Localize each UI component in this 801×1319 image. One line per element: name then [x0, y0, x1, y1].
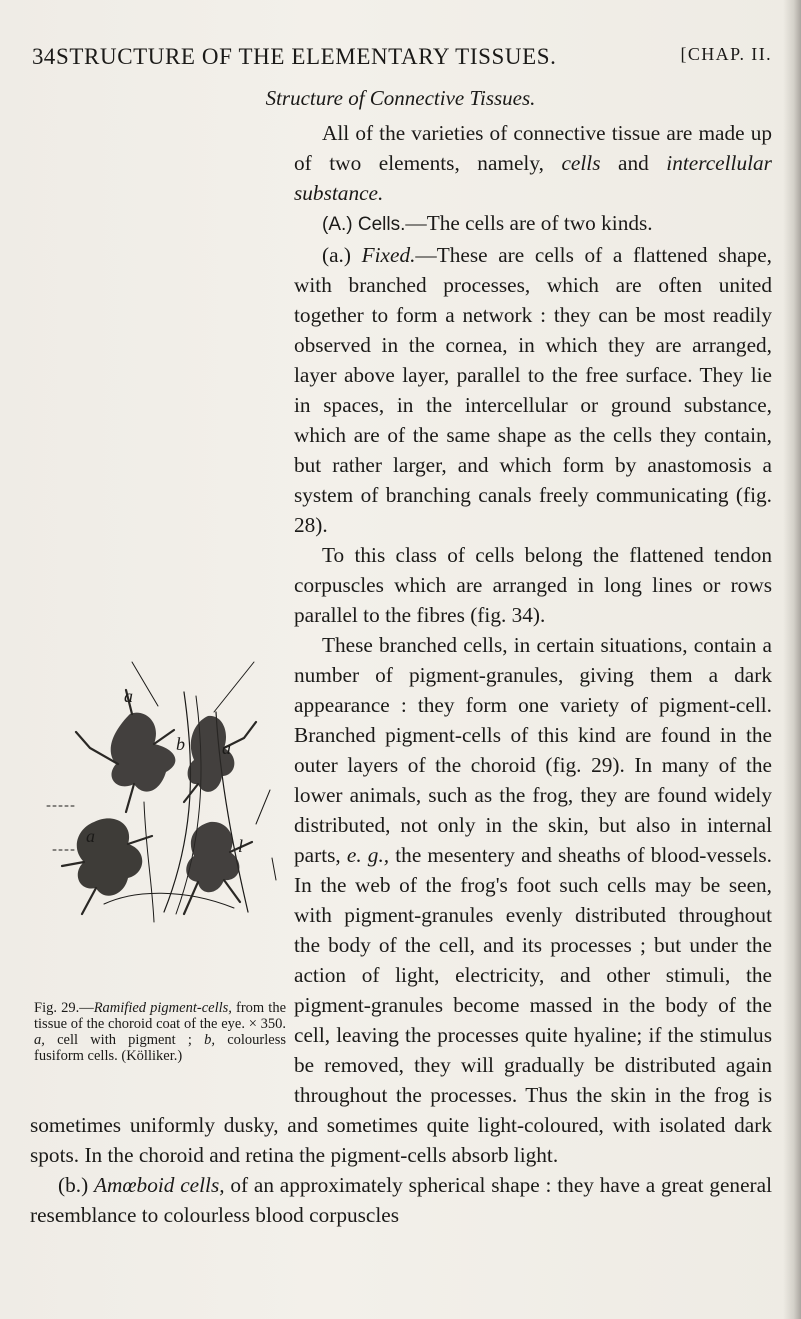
page-edge-shadow — [783, 0, 801, 1319]
chapter-marker: [CHAP. II. — [680, 44, 772, 64]
paragraph-pigment: These branched cells, in certain situations, contain a number of pigment-granules, giving them a dark appearance : they form one variety of pigment-cell. Branched pigment-cells of this kind are found in the outer layers of the choroid (fig. 29). In many of the lower animals, such as the frog, they are found widely distributed, not only in the skin, but also in internal parts, e. g., the mesentery and sheaths of blood-vessels. In the web of the frog's foot such cells may be seen, with pigment-granules evenly distributed throughout the body of the cell, and its processes ; but under the action of light, electricity, and other stimuli, the pigment-granules become massed in the body of the cell, leaving the processes quite hyaline; if the stimulus be removed, they will gradually be distributed again throughout the processes. Thus the skin in the frog is sometimes uniformly dusky, and sometimes quite light-coloured, with isolated dark spots. In the choroid and retina the pigment-cells absorb light. — [30, 633, 772, 1167]
paragraph-fixed: (a.) Fixed.—These are cells of a flattened shape, with branched processes, which are often united together to form a network : they can be most readily observed in the cornea, in which they are arranged, layer above layer, parallel to the free surface. They lie in spaces, in the intercellular or ground substance, which are of the same shape as the cells they contain, but rather larger, and which form by anastomosis a system of branching canals freely communicating (fig. 28). — [294, 243, 772, 537]
paragraph-tendon: To this class of cells belong the flattened tendon corpuscles which are arranged in long lines or rows parallel to the fibres (fig. 34). — [294, 543, 772, 627]
paragraph-cells: (A.) Cells.—The cells are of two kinds. — [322, 211, 653, 235]
label-b: b — [176, 734, 185, 754]
running-head: STRUCTURE OF THE ELEMENTARY TISSUES. — [56, 44, 557, 69]
paragraph-amoeboid: (b.) Amœboid cells, of an approximately spherical shape : they have a great general resemblance to colourless blood corpuscles — [30, 1173, 772, 1227]
section-title: Structure of Connective Tissues. — [265, 86, 536, 110]
figure-29 — [34, 652, 286, 1082]
label-l: l — [238, 836, 244, 856]
page-header — [32, 44, 772, 74]
label-a-right: a — [222, 738, 231, 758]
label-a-left: a — [86, 826, 95, 846]
figure-caption: Fig. 29.—Ramified pigment-cells, from the tissue of the choroid coat of the eye. × 350. a, cell with pigment ; b, colourless fusiform cells. (Kölliker.) — [34, 1000, 287, 1064]
pigment-cells-illustration — [34, 652, 286, 992]
paragraph-intro: All of the varieties of connective tissue are made up of two elements, namely, cells and intercellular substance. — [294, 121, 772, 205]
label-a-top: a — [124, 686, 133, 706]
page-number: 34 — [32, 44, 56, 69]
